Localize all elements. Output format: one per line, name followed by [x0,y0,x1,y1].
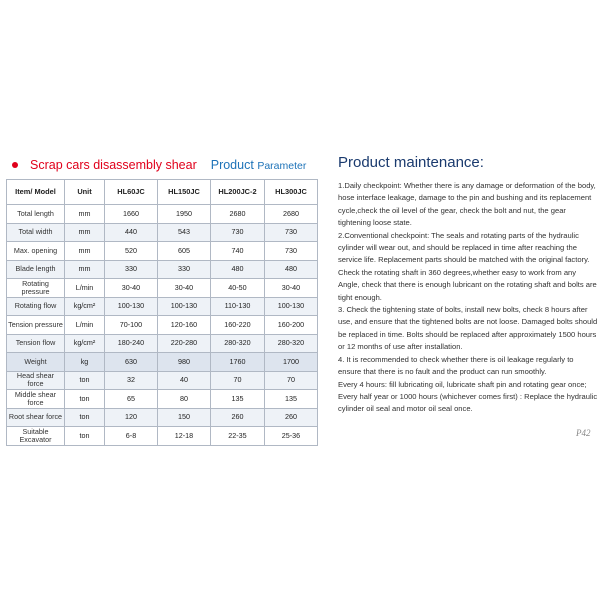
row-value: 70 [211,371,265,390]
maintenance-paragraph: 2.Conventional checkpoint: The seals and rotating parts of the hydraulic cylinder will wear out, and should be replaced in time after reaching the service life. Replacement parts should be matched with the original factory. Check the rotating shaft in 360 degrees,whether easy to work from any Angle, check that there is enough lubricant on the rotating shaft and bolts are tight enough. [338,230,597,302]
table-row [7,390,318,409]
row-value: 1700 [265,353,318,372]
row-item: Weight [7,353,65,372]
row-item: Root shear force [7,408,65,427]
row-item: Max. opening [7,242,65,261]
row-item: Tension flow [7,334,65,353]
row-value: 480 [265,260,318,279]
column-header: HL300JC [265,180,318,205]
row-value: 330 [105,260,158,279]
row-item: Middle shear force [7,390,65,409]
parameter-heading [211,158,307,172]
row-value: 630 [105,353,158,372]
table-row [7,334,318,353]
row-value: 730 [265,223,318,242]
row-value: 605 [158,242,211,261]
row-value: 65 [105,390,158,409]
table-row [7,371,318,390]
row-unit: ton [65,408,105,427]
column-header: Item/ Model [7,180,65,205]
row-unit: mm [65,205,105,224]
row-item: Tension pressure [7,316,65,335]
maintenance-text [338,180,598,416]
table-row [7,297,318,316]
row-value: 80 [158,390,211,409]
row-unit: mm [65,223,105,242]
row-unit: ton [65,371,105,390]
table-row [7,316,318,335]
maintenance-paragraph: 1.Daily checkpoint: Whether there is any damage or deformation of the body, hose interface leakage, damage to the pin and bushing and its replacement cycle,check the oil level of the gear, check the bolt and nut, the gear tightening loose state. [338,181,596,228]
row-value: 135 [265,390,318,409]
row-unit: L/min [65,279,105,298]
row-value: 30-40 [105,279,158,298]
row-value: 40-50 [211,279,265,298]
row-value: 1760 [211,353,265,372]
row-value: 1950 [158,205,211,224]
row-value: 160-220 [211,316,265,335]
row-item: Head shear force [7,371,65,390]
row-value: 6-8 [105,427,158,446]
column-header: HL60JC [105,180,158,205]
row-value: 740 [211,242,265,261]
table-row [7,205,318,224]
row-unit: mm [65,260,105,279]
row-value: 730 [265,242,318,261]
table-row [7,242,318,261]
table-row [7,408,318,427]
page-number: P42 [576,428,591,438]
row-value: 220-280 [158,334,211,353]
table-row [7,260,318,279]
maintenance-paragraph: 3. Check the tightening state of bolts, install new bolts, check 8 hours after use, and ensure that the tightened bolts are not loose. Damaged bolts should be replaced in time. Bolts should be replaced after approximately 1500 hours or 12 months of use after installation. [338,305,598,352]
column-header: Unit [65,180,105,205]
row-value: 260 [211,408,265,427]
param-label-product: Product [210,158,254,172]
row-value: 110-130 [211,297,265,316]
row-value: 2680 [265,205,318,224]
row-value: 480 [211,260,265,279]
row-value: 260 [265,408,318,427]
maintenance-paragraph: 4. It is recommended to check whether there is oil leakage regularly to ensure that there is no fault and the product can run smoothly. [338,354,574,377]
row-value: 280-320 [265,334,318,353]
row-value: 100-130 [105,297,158,316]
row-value: 22-35 [211,427,265,446]
parameter-table [6,179,318,446]
row-value: 70 [265,371,318,390]
row-value: 150 [158,408,211,427]
column-header: HL200JC-2 [211,180,265,205]
row-unit: ton [65,390,105,409]
row-unit: mm [65,242,105,261]
row-value: 70-100 [105,316,158,335]
row-value: 980 [158,353,211,372]
row-item: Rotating flow [7,297,65,316]
row-value: 520 [105,242,158,261]
table-row [7,279,318,298]
row-value: 1660 [105,205,158,224]
row-item: Total length [7,205,65,224]
row-value: 25-36 [265,427,318,446]
row-value: 30-40 [265,279,318,298]
row-unit: ton [65,427,105,446]
row-item: Rotating pressure [7,279,65,298]
table-row [7,353,318,372]
row-unit: kg/cm² [65,334,105,353]
column-header: HL150JC [158,180,211,205]
row-value: 40 [158,371,211,390]
row-item: Suitable Excavator [7,427,65,446]
row-value: 180-240 [105,334,158,353]
row-value: 280-320 [211,334,265,353]
param-label-parameter: Parameter [257,160,307,172]
row-value: 135 [211,390,265,409]
row-value: 730 [211,223,265,242]
row-value: 100-130 [158,297,211,316]
row-item: Total width [7,223,65,242]
shear-header [8,156,330,174]
red-bullet-icon [12,162,18,168]
row-item: Blade length [7,260,65,279]
row-value: 12-18 [158,427,211,446]
row-value: 160-200 [265,316,318,335]
table-row [7,427,318,446]
row-value: 32 [105,371,158,390]
row-value: 120-160 [158,316,211,335]
row-value: 120 [105,408,158,427]
row-value: 100-130 [265,297,318,316]
table-row [7,223,318,242]
row-unit: kg [65,353,105,372]
row-value: 30-40 [158,279,211,298]
row-value: 440 [105,223,158,242]
row-unit: L/min [65,316,105,335]
row-value: 2680 [211,205,265,224]
maintenance-paragraph: Every 4 hours: fill lubricating oil, lubricate shaft pin and rotating gear once; [338,379,587,389]
table-header-row [7,180,318,205]
row-unit: kg/cm² [65,297,105,316]
product-name: Scrap cars disassembly shear [30,158,197,172]
maintenance-paragraph: Every half year or 1000 hours (whichever comes first) : Replace the hydraulic cylinder oil seal and motor oil seal once. [338,391,598,414]
maintenance-title: Product maintenance: [338,154,484,171]
row-value: 543 [158,223,211,242]
row-value: 330 [158,260,211,279]
